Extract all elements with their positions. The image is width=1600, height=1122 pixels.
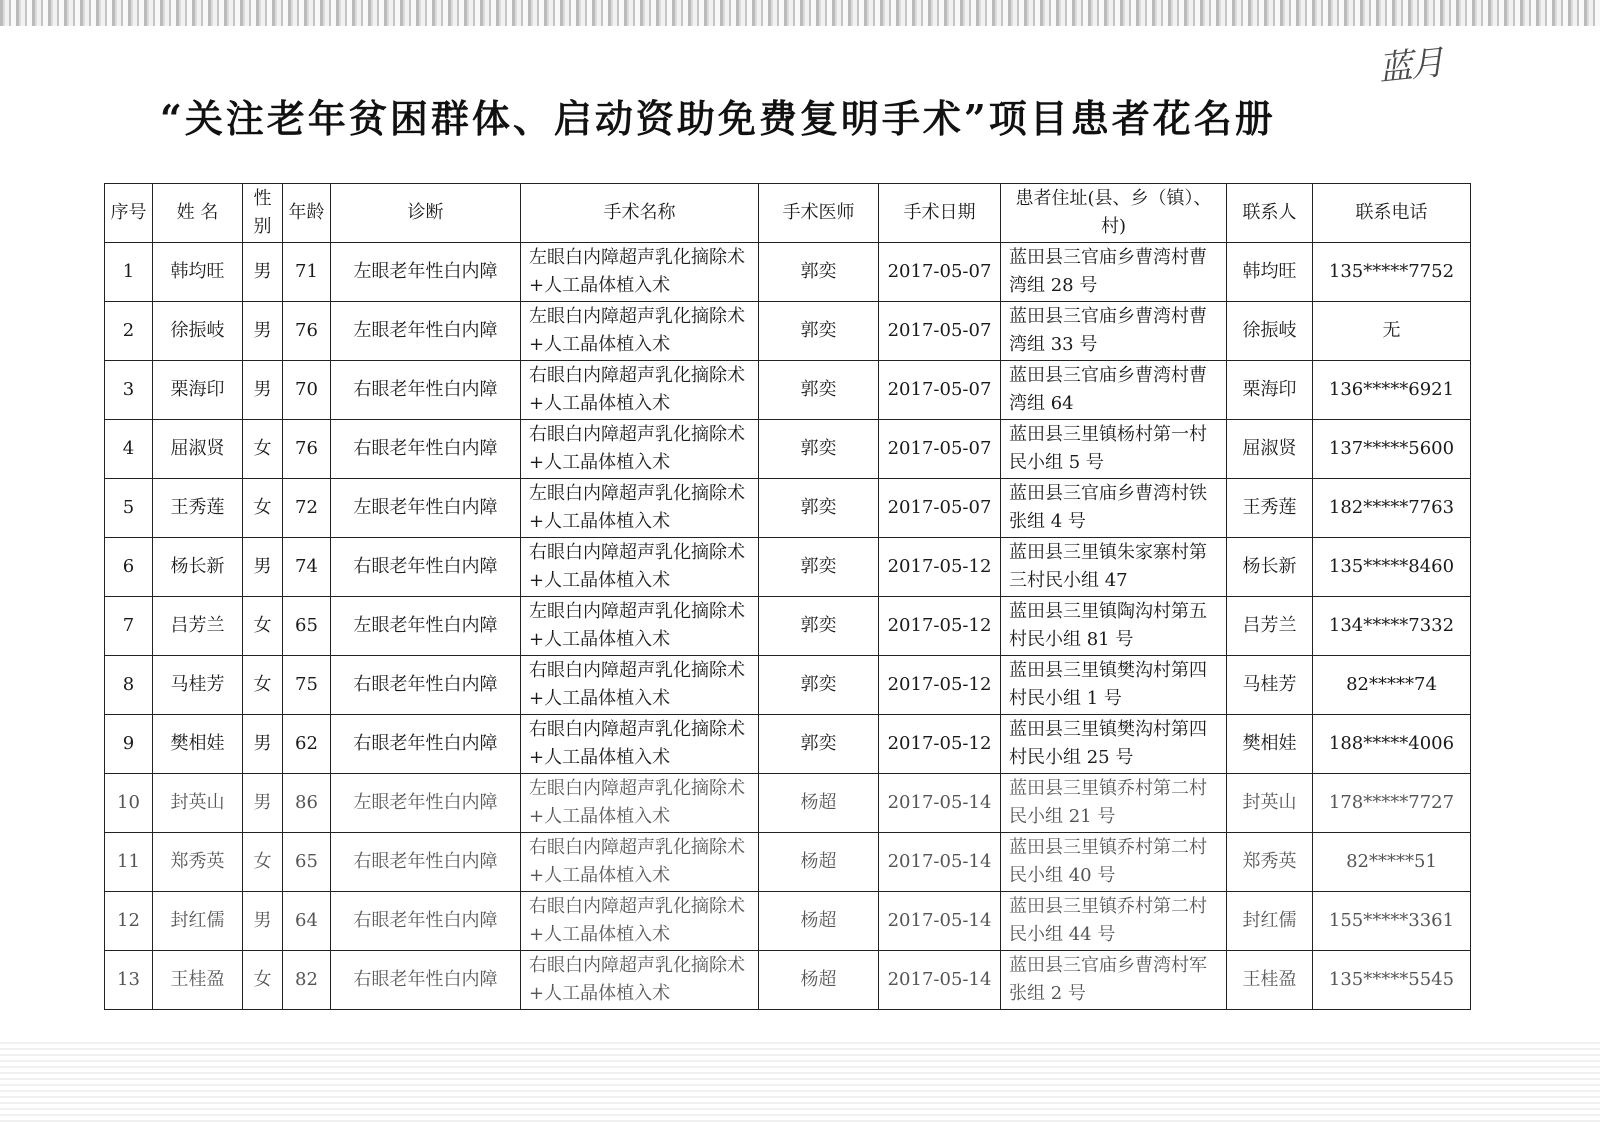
scan-edge-top [0, 0, 1600, 26]
cell-surgery: 右眼白内障超声乳化摘除术+人工晶体植入术 [521, 715, 759, 774]
cell-surgery: 左眼白内障超声乳化摘除术+人工晶体植入术 [521, 597, 759, 656]
cell-no: 5 [105, 479, 153, 538]
cell-surgery: 右眼白内障超声乳化摘除术+人工晶体植入术 [521, 951, 759, 1010]
cell-sex: 男 [243, 715, 283, 774]
cell-doctor: 杨超 [759, 833, 879, 892]
cell-surgery: 左眼白内障超声乳化摘除术+人工晶体植入术 [521, 774, 759, 833]
cell-phone: 135*****8460 [1313, 538, 1471, 597]
cell-contact: 栗海印 [1227, 361, 1313, 420]
cell-age: 64 [283, 892, 331, 951]
roster-body [105, 243, 1471, 1010]
cell-address: 蓝田县三里镇朱家寨村第三村民小组 47 [1001, 538, 1227, 597]
cell-surgery: 右眼白内障超声乳化摘除术+人工晶体植入术 [521, 538, 759, 597]
cell-address: 蓝田县三里镇陶沟村第五村民小组 81 号 [1001, 597, 1227, 656]
cell-phone: 135*****7752 [1313, 243, 1471, 302]
cell-sex: 女 [243, 479, 283, 538]
cell-sex: 男 [243, 361, 283, 420]
cell-age: 62 [283, 715, 331, 774]
cell-phone: 137*****5600 [1313, 420, 1471, 479]
header-row [105, 184, 1471, 243]
table-row [105, 774, 1471, 833]
cell-date: 2017-05-07 [879, 361, 1001, 420]
cell-age: 86 [283, 774, 331, 833]
cell-surgery: 左眼白内障超声乳化摘除术+人工晶体植入术 [521, 243, 759, 302]
cell-date: 2017-05-12 [879, 715, 1001, 774]
cell-name: 封红儒 [153, 892, 243, 951]
cell-no: 11 [105, 833, 153, 892]
cell-diagnosis: 右眼老年性白内障 [331, 420, 521, 479]
cell-phone: 178*****7727 [1313, 774, 1471, 833]
cell-phone: 134*****7332 [1313, 597, 1471, 656]
header-no: 序号 [105, 184, 153, 243]
cell-address: 蓝田县三官庙乡曹湾村曹湾组 64 [1001, 361, 1227, 420]
cell-sex: 女 [243, 833, 283, 892]
cell-contact: 韩均旺 [1227, 243, 1313, 302]
cell-no: 1 [105, 243, 153, 302]
table-row [105, 243, 1471, 302]
header-name: 姓 名 [153, 184, 243, 243]
table-row [105, 892, 1471, 951]
cell-address: 蓝田县三官庙乡曹湾村铁张组 4 号 [1001, 479, 1227, 538]
cell-no: 8 [105, 656, 153, 715]
cell-address: 蓝田县三官庙乡曹湾村曹湾组 33 号 [1001, 302, 1227, 361]
cell-name: 韩均旺 [153, 243, 243, 302]
document-title: “关注老年贫困群体、启动资助免费复明手术”项目患者花名册 [160, 96, 1276, 141]
cell-address: 蓝田县三里镇乔村第二村民小组 21 号 [1001, 774, 1227, 833]
cell-sex: 女 [243, 597, 283, 656]
cell-diagnosis: 左眼老年性白内障 [331, 479, 521, 538]
cell-diagnosis: 左眼老年性白内障 [331, 774, 521, 833]
cell-contact: 封红儒 [1227, 892, 1313, 951]
cell-name: 王桂盈 [153, 951, 243, 1010]
cell-contact: 王秀莲 [1227, 479, 1313, 538]
cell-address: 蓝田县三里镇樊沟村第四村民小组 1 号 [1001, 656, 1227, 715]
header-surgery: 手术名称 [521, 184, 759, 243]
cell-phone: 188*****4006 [1313, 715, 1471, 774]
cell-diagnosis: 右眼老年性白内障 [331, 892, 521, 951]
cell-date: 2017-05-12 [879, 656, 1001, 715]
cell-date: 2017-05-07 [879, 479, 1001, 538]
cell-surgery: 右眼白内障超声乳化摘除术+人工晶体植入术 [521, 833, 759, 892]
cell-doctor: 郭奕 [759, 656, 879, 715]
cell-contact: 屈淑贤 [1227, 420, 1313, 479]
cell-name: 樊相娃 [153, 715, 243, 774]
cell-surgery: 右眼白内障超声乳化摘除术+人工晶体植入术 [521, 361, 759, 420]
cell-sex: 女 [243, 951, 283, 1010]
cell-doctor: 郭奕 [759, 243, 879, 302]
cell-address: 蓝田县三里镇乔村第二村民小组 44 号 [1001, 892, 1227, 951]
cell-surgery: 右眼白内障超声乳化摘除术+人工晶体植入术 [521, 656, 759, 715]
cell-sex: 男 [243, 538, 283, 597]
cell-phone: 136*****6921 [1313, 361, 1471, 420]
cell-date: 2017-05-07 [879, 420, 1001, 479]
cell-surgery: 右眼白内障超声乳化摘除术+人工晶体植入术 [521, 420, 759, 479]
cell-sex: 女 [243, 656, 283, 715]
cell-phone: 135*****5545 [1313, 951, 1471, 1010]
cell-date: 2017-05-14 [879, 951, 1001, 1010]
cell-name: 封英山 [153, 774, 243, 833]
table-row [105, 715, 1471, 774]
cell-phone: 82*****51 [1313, 833, 1471, 892]
cell-sex: 男 [243, 892, 283, 951]
cell-doctor: 郭奕 [759, 479, 879, 538]
cell-doctor: 郭奕 [759, 302, 879, 361]
cell-doctor: 杨超 [759, 892, 879, 951]
cell-name: 马桂芳 [153, 656, 243, 715]
cell-age: 65 [283, 597, 331, 656]
cell-diagnosis: 左眼老年性白内障 [331, 243, 521, 302]
cell-diagnosis: 右眼老年性白内障 [331, 361, 521, 420]
cell-phone: 155*****3361 [1313, 892, 1471, 951]
header-sex: 性别 [243, 184, 283, 243]
scan-edge-bottom [0, 1040, 1600, 1122]
cell-sex: 男 [243, 302, 283, 361]
cell-contact: 杨长新 [1227, 538, 1313, 597]
table-row [105, 302, 1471, 361]
cell-doctor: 杨超 [759, 951, 879, 1010]
cell-address: 蓝田县三官庙乡曹湾村曹湾组 28 号 [1001, 243, 1227, 302]
cell-no: 13 [105, 951, 153, 1010]
cell-date: 2017-05-12 [879, 538, 1001, 597]
cell-doctor: 郭奕 [759, 538, 879, 597]
cell-diagnosis: 右眼老年性白内障 [331, 538, 521, 597]
cell-age: 74 [283, 538, 331, 597]
cell-no: 4 [105, 420, 153, 479]
cell-phone: 无 [1313, 302, 1471, 361]
cell-name: 吕芳兰 [153, 597, 243, 656]
cell-no: 3 [105, 361, 153, 420]
cell-contact: 郑秀英 [1227, 833, 1313, 892]
cell-age: 70 [283, 361, 331, 420]
cell-surgery: 左眼白内障超声乳化摘除术+人工晶体植入术 [521, 302, 759, 361]
table-row [105, 656, 1471, 715]
cell-diagnosis: 右眼老年性白内障 [331, 833, 521, 892]
cell-date: 2017-05-12 [879, 597, 1001, 656]
cell-address: 蓝田县三里镇杨村第一村民小组 5 号 [1001, 420, 1227, 479]
cell-no: 6 [105, 538, 153, 597]
cell-date: 2017-05-07 [879, 243, 1001, 302]
table-row [105, 951, 1471, 1010]
cell-phone: 182*****7763 [1313, 479, 1471, 538]
cell-contact: 吕芳兰 [1227, 597, 1313, 656]
cell-name: 栗海印 [153, 361, 243, 420]
cell-age: 76 [283, 302, 331, 361]
cell-no: 12 [105, 892, 153, 951]
cell-age: 75 [283, 656, 331, 715]
table-row [105, 361, 1471, 420]
header-contact: 联系人 [1227, 184, 1313, 243]
cell-no: 9 [105, 715, 153, 774]
cell-contact: 马桂芳 [1227, 656, 1313, 715]
cell-diagnosis: 右眼老年性白内障 [331, 656, 521, 715]
cell-name: 郑秀英 [153, 833, 243, 892]
cell-doctor: 郭奕 [759, 715, 879, 774]
cell-diagnosis: 左眼老年性白内障 [331, 302, 521, 361]
cell-contact: 王桂盈 [1227, 951, 1313, 1010]
cell-name: 王秀莲 [153, 479, 243, 538]
header-phone: 联系电话 [1313, 184, 1471, 243]
table-row [105, 420, 1471, 479]
cell-date: 2017-05-14 [879, 892, 1001, 951]
header-doctor: 手术医师 [759, 184, 879, 243]
cell-no: 7 [105, 597, 153, 656]
table-row [105, 833, 1471, 892]
header-diagnosis: 诊断 [331, 184, 521, 243]
cell-doctor: 杨超 [759, 774, 879, 833]
cell-age: 71 [283, 243, 331, 302]
header-age: 年龄 [283, 184, 331, 243]
cell-name: 屈淑贤 [153, 420, 243, 479]
cell-diagnosis: 右眼老年性白内障 [331, 951, 521, 1010]
cell-surgery: 右眼白内障超声乳化摘除术+人工晶体植入术 [521, 892, 759, 951]
cell-age: 72 [283, 479, 331, 538]
cell-address: 蓝田县三官庙乡曹湾村军张组 2 号 [1001, 951, 1227, 1010]
cell-doctor: 郭奕 [759, 597, 879, 656]
cell-age: 65 [283, 833, 331, 892]
cell-diagnosis: 左眼老年性白内障 [331, 597, 521, 656]
cell-no: 10 [105, 774, 153, 833]
cell-no: 2 [105, 302, 153, 361]
table-row [105, 597, 1471, 656]
cell-contact: 樊相娃 [1227, 715, 1313, 774]
header-date: 手术日期 [879, 184, 1001, 243]
cell-doctor: 郭奕 [759, 420, 879, 479]
patient-roster-table [104, 183, 1471, 1010]
table-row [105, 538, 1471, 597]
cell-contact: 徐振岐 [1227, 302, 1313, 361]
header-address: 患者住址(县、乡（镇）、村) [1001, 184, 1227, 243]
cell-phone: 82*****74 [1313, 656, 1471, 715]
cell-diagnosis: 右眼老年性白内障 [331, 715, 521, 774]
cell-surgery: 左眼白内障超声乳化摘除术+人工晶体植入术 [521, 479, 759, 538]
cell-sex: 女 [243, 420, 283, 479]
cell-date: 2017-05-14 [879, 833, 1001, 892]
cell-address: 蓝田县三里镇樊沟村第四村民小组 25 号 [1001, 715, 1227, 774]
cell-name: 杨长新 [153, 538, 243, 597]
table-row [105, 479, 1471, 538]
cell-doctor: 郭奕 [759, 361, 879, 420]
handwritten-signature: 蓝月 [1376, 42, 1445, 90]
cell-sex: 男 [243, 243, 283, 302]
cell-date: 2017-05-14 [879, 774, 1001, 833]
cell-address: 蓝田县三里镇乔村第二村民小组 40 号 [1001, 833, 1227, 892]
cell-contact: 封英山 [1227, 774, 1313, 833]
cell-date: 2017-05-07 [879, 302, 1001, 361]
cell-sex: 男 [243, 774, 283, 833]
cell-age: 82 [283, 951, 331, 1010]
cell-name: 徐振岐 [153, 302, 243, 361]
cell-age: 76 [283, 420, 331, 479]
